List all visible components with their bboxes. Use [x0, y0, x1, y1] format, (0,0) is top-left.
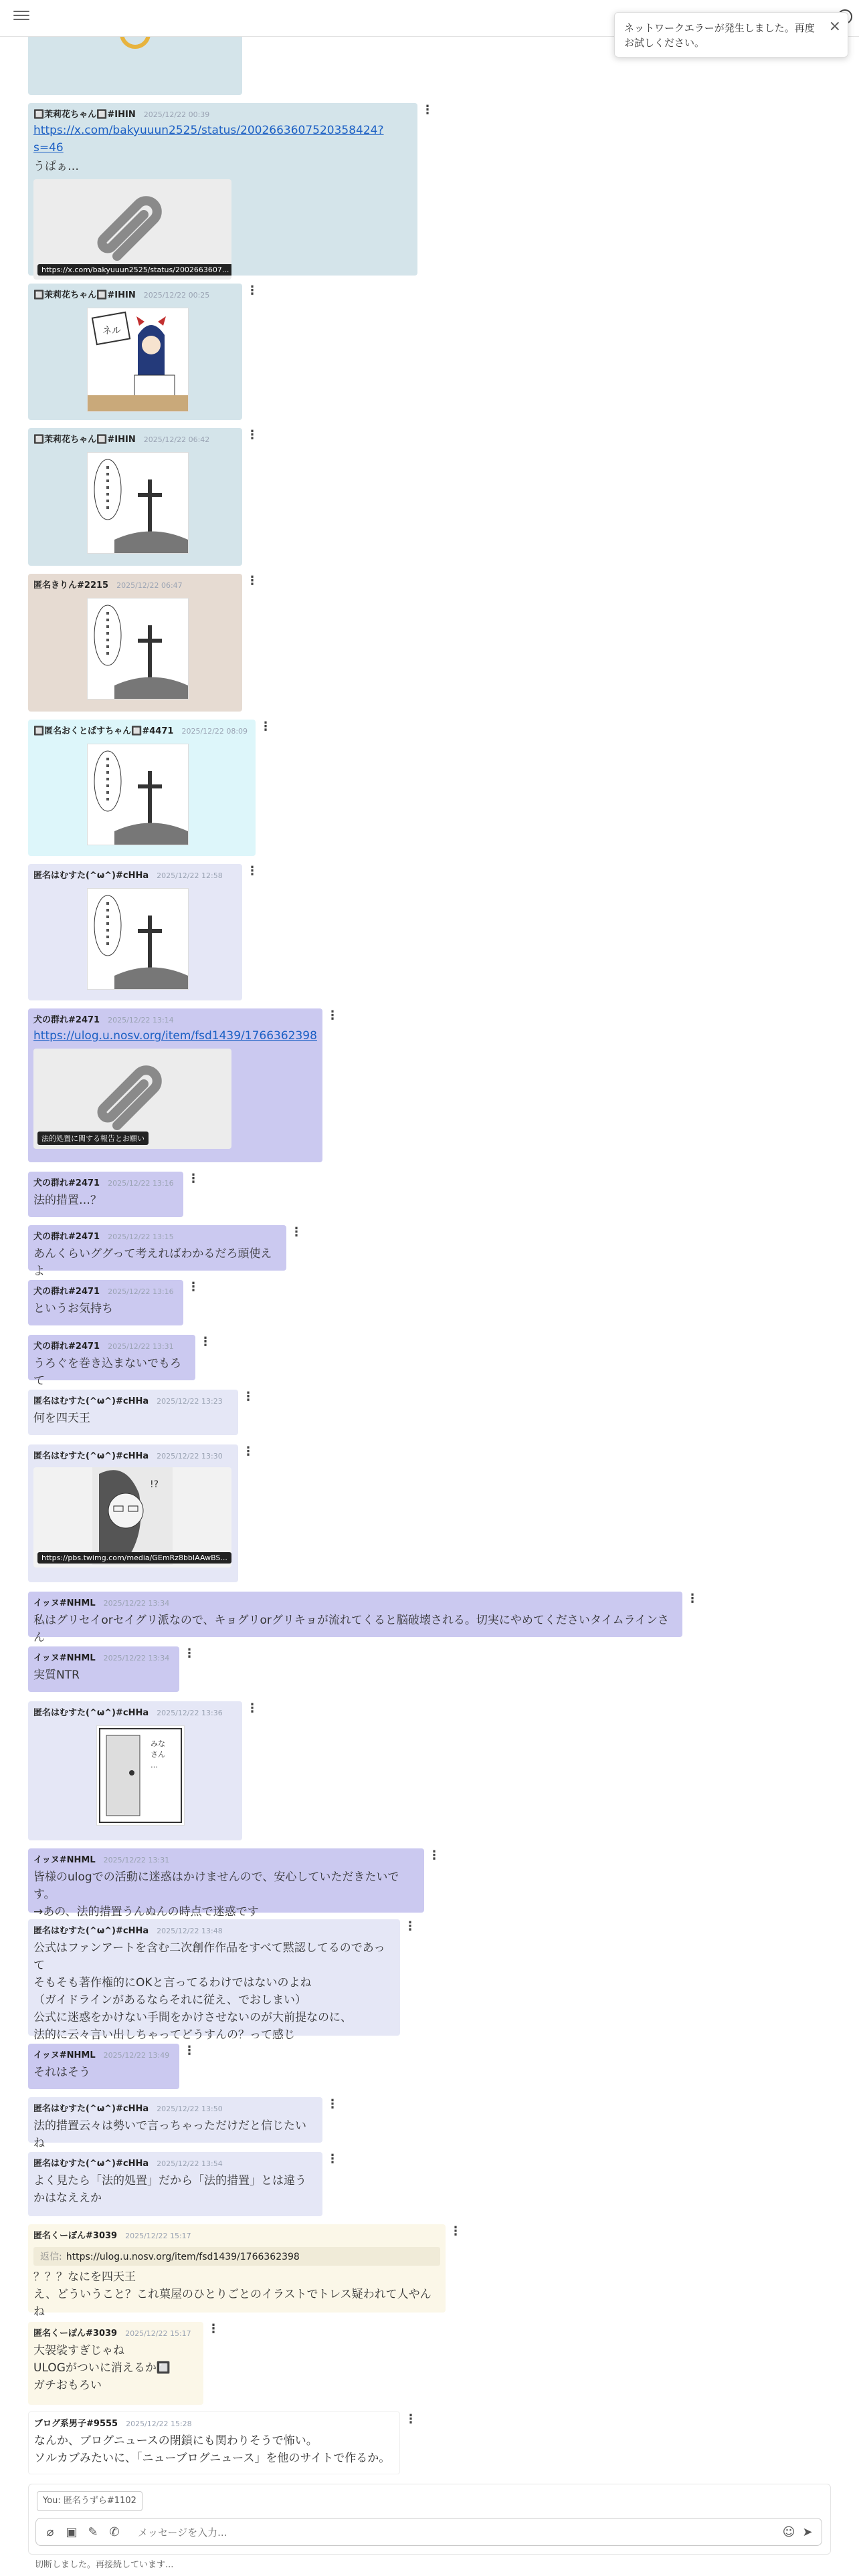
message-user: イッヌ#NHML: [33, 2050, 96, 2060]
preview-caption: https://x.com/bakyuuun2525/status/2002663607...: [37, 264, 231, 276]
message-image[interactable]: [87, 452, 189, 554]
message-menu-icon[interactable]: ⋮: [187, 1172, 199, 1186]
message: [28, 2411, 417, 2474]
message-menu-icon[interactable]: ⋮: [686, 1592, 698, 1606]
paperclip-icon: [90, 193, 177, 266]
image-icon[interactable]: ▣: [66, 2525, 78, 2539]
message: [28, 1280, 199, 1325]
message-time: 2025/12/22 13:15: [108, 1232, 174, 1241]
message-user: 🔲匿名おくとぱすちゃん🔲#4471: [33, 726, 174, 736]
message-menu-icon[interactable]: ⋮: [246, 284, 258, 298]
message-menu-icon[interactable]: ⋮: [246, 864, 258, 878]
message-user: 匿名くーぽん#3039: [33, 2329, 118, 2339]
message-text: それはそう: [33, 2066, 90, 2079]
send-icon[interactable]: ➤: [802, 2525, 813, 2539]
message-text: うろぐを巻き込まないでもろて: [33, 1357, 181, 1388]
message-user: 犬の群れ#2471: [33, 1015, 100, 1025]
message: [28, 2152, 339, 2216]
paperclip-icon: [90, 1062, 177, 1136]
message: [28, 103, 434, 276]
message: [28, 1172, 199, 1217]
message-menu-icon[interactable]: ⋮: [207, 2322, 219, 2336]
message-menu-icon[interactable]: ⋮: [242, 1444, 254, 1459]
message-user: 犬の群れ#2471: [33, 1287, 100, 1297]
message: [28, 2097, 339, 2150]
message: [28, 1008, 339, 1162]
message-menu-icon[interactable]: ⋮: [421, 103, 434, 117]
message-time: 2025/12/22 13:34: [103, 1654, 170, 1662]
message-menu-icon[interactable]: ⋮: [405, 2412, 417, 2426]
link-preview[interactable]: [33, 1049, 231, 1149]
message-image[interactable]: [87, 888, 189, 990]
message-input-bar: [35, 2518, 822, 2546]
message: [28, 284, 258, 420]
message-user: 匿名きりん#2215: [33, 580, 109, 591]
message: [28, 1848, 440, 1919]
message-user: 🔲茉莉花ちゃん🔲#IHIN: [33, 435, 136, 445]
connection-status: 切断しました。再接続しています...: [35, 2560, 174, 2570]
message-menu-icon[interactable]: ⋮: [260, 720, 272, 734]
message-time: 2025/12/22 13:31: [103, 1856, 170, 1864]
message: [28, 720, 272, 856]
message-user: ブログ系男子#9555: [34, 2419, 118, 2429]
svg-text:さん: さん: [151, 1750, 165, 1759]
reply-label: 返信:: [40, 2252, 62, 2262]
message-time: 2025/12/22 15:17: [125, 2232, 191, 2240]
message-menu-icon[interactable]: ⋮: [183, 2044, 195, 2058]
menu-icon[interactable]: [13, 8, 29, 24]
message-time: 2025/12/22 13:48: [157, 1927, 223, 1935]
message-text: よく見たら「法的処置」だから「法的措置」とは違うかはなええか: [33, 2174, 306, 2205]
message: [28, 1444, 254, 1582]
message-user: 犬の群れ#2471: [33, 1178, 100, 1188]
message-time: 2025/12/22 13:16: [108, 1179, 174, 1188]
edit-icon[interactable]: ✎: [88, 2525, 98, 2539]
message-composer: [28, 2484, 831, 2555]
message-image[interactable]: [87, 308, 189, 412]
message-menu-icon[interactable]: ⋮: [246, 574, 258, 588]
message-menu-icon[interactable]: ⋮: [326, 2152, 339, 2166]
message-text: 大袈裟すぎじゃね ULOGがついに消えるか🔲 ガチおもろい: [33, 2344, 171, 2392]
message-time: 2025/12/22 13:31: [108, 1342, 174, 1351]
message-text: ？？？なにを四天王 え、どういうこと？これ菓屋のひとりごとのイラストでトレス疑われて人やんね: [33, 2270, 432, 2319]
message-menu-icon[interactable]: ⋮: [199, 1335, 211, 1349]
message-text: あんくらいググって考えればわかるだろ頭使えよ: [33, 1247, 272, 1278]
message: [28, 1335, 211, 1388]
message-time: 2025/12/22 15:28: [126, 2420, 192, 2428]
message-user: 匿名はむすた(^ω^)#cHHa: [33, 2104, 149, 2114]
message-menu-icon[interactable]: ⋮: [183, 1646, 195, 1660]
message: [28, 1646, 195, 1692]
message: [28, 2322, 219, 2405]
message-time: 2025/12/22 06:47: [116, 581, 183, 590]
message-menu-icon[interactable]: ⋮: [246, 1701, 258, 1715]
message-time: 2025/12/22 15:17: [125, 2329, 191, 2338]
message-user: 🔲茉莉花ちゃん🔲#IHIN: [33, 110, 136, 120]
reply-quote-text: https://ulog.u.nosv.org/item/fsd1439/1766362398: [66, 2252, 300, 2262]
message-user: 匿名はむすた(^ω^)#cHHa: [33, 2159, 149, 2169]
message-menu-icon[interactable]: ⋮: [326, 1008, 339, 1023]
message-time: 2025/12/22 00:39: [143, 110, 210, 119]
link-preview[interactable]: [33, 179, 231, 280]
message: [28, 574, 258, 712]
preview-caption: 法的処置に関する報告とお願い: [37, 1132, 149, 1145]
message-user: 犬の群れ#2471: [33, 1232, 100, 1242]
emoji-icon[interactable]: ☺: [782, 2525, 795, 2539]
message-time: 2025/12/22 13:14: [108, 1016, 174, 1025]
message-menu-icon[interactable]: ⋮: [404, 1919, 416, 1933]
message-text: 実質NTR: [33, 1669, 80, 1682]
message-user: 匿名はむすた(^ω^)#cHHa: [33, 871, 149, 881]
message-text: なんか、ブログニュースの閉鎖にも関わりそうで怖い。 ソルカブみたいに、「ニューブログニュース」を他のサイトで作るか。: [34, 2434, 391, 2465]
preview-caption: https://pbs.twimg.com/media/GEmRz8bbIAAwBS...: [37, 1552, 231, 1564]
message-time: 2025/12/22 08:09: [181, 727, 248, 736]
message: [28, 1701, 258, 1840]
message-user: 犬の群れ#2471: [33, 1341, 100, 1352]
message-menu-icon[interactable]: ⋮: [246, 428, 258, 442]
message: [28, 428, 258, 566]
call-icon[interactable]: ✆: [109, 2525, 120, 2539]
message-menu-icon[interactable]: ⋮: [450, 2224, 462, 2238]
message-text: 公式はファンアートを含む二次創作作品をすべて黙認してるのであって そもそも著作権的にOKと言ってるわけではないのよね （ガイドラインがあるならそれに従え、でおしまい） 公式に迷惑をかけない手間をかけさせないのが大前提なのに、 法的に云々言い出しちゃってどうすんの？って感じ: [33, 1941, 385, 2042]
svg-text:!?: !?: [150, 1479, 159, 1490]
message-time: 2025/12/22 13:36: [157, 1709, 223, 1717]
message-menu-icon[interactable]: ⋮: [326, 2097, 339, 2111]
message-user: イッヌ#NHML: [33, 1855, 96, 1865]
message-image[interactable]: [96, 1725, 185, 1826]
message-image[interactable]: [87, 598, 189, 700]
message-user: 匿名はむすた(^ω^)#cHHa: [33, 1396, 149, 1406]
message: [28, 1919, 416, 2042]
message-user: 匿名はむすた(^ω^)#cHHa: [33, 1926, 149, 1936]
message-user: イッヌ#NHML: [33, 1653, 96, 1663]
svg-text:みな: みな: [151, 1739, 165, 1748]
attach-icon[interactable]: ⌀: [46, 2525, 54, 2539]
current-user-label: You: 匿名うずら#1102: [37, 2491, 142, 2511]
message-time: 2025/12/22 12:58: [157, 871, 223, 880]
image-preview[interactable]: [33, 1467, 231, 1568]
error-toast: [614, 12, 848, 58]
message-menu-icon[interactable]: ⋮: [187, 1280, 199, 1294]
message-time: 2025/12/22 00:25: [143, 291, 210, 300]
message-time: 2025/12/22 13:16: [108, 1287, 174, 1296]
svg-text:ネル: ネル: [102, 326, 121, 336]
message-menu-icon[interactable]: ⋮: [428, 1848, 440, 1862]
message-text: 私はグリセイorセイグリ派なので、キョグリorグリキョが流れてくると脳破壊される。切実にやめてくださいタイムラインさん: [33, 1614, 670, 1644]
svg-text:…: …: [151, 1761, 158, 1769]
message-time: 2025/12/22 13:34: [103, 1599, 170, 1608]
message-text: うぱぁ…: [33, 160, 79, 173]
message-input[interactable]: [136, 2523, 741, 2543]
message: [28, 1225, 302, 1278]
message: [28, 1592, 698, 1644]
message-text: 何を四天王: [33, 1412, 90, 1425]
message: [28, 2044, 195, 2089]
message-time: 2025/12/22 06:42: [143, 435, 210, 444]
message-menu-icon[interactable]: ⋮: [290, 1225, 302, 1239]
message-text: 皆様のulogでの活動に迷惑はかけませんので、安心していただきたいです。 →あの、法的措置うんぬんの時点で迷惑です: [33, 1870, 399, 1919]
message-time: 2025/12/22 13:54: [157, 2159, 223, 2168]
message: [28, 2224, 462, 2319]
message: [28, 864, 258, 1000]
message-user: 🔲茉莉花ちゃん🔲#IHIN: [33, 290, 136, 300]
toast-message: ネットワークエラーが発生しました。再度お試しください。: [624, 22, 815, 49]
message-user: 匿名くーぽん#3039: [33, 2231, 118, 2241]
reply-quote[interactable]: [33, 2247, 440, 2266]
message: [28, 1390, 254, 1435]
message-text: というお気持ち: [33, 1302, 113, 1315]
message-user: イッヌ#NHML: [33, 1598, 96, 1608]
message-link[interactable]: https://ulog.u.nosv.org/item/fsd1439/1766362398: [33, 1029, 317, 1043]
message-text: 法的措置…？: [33, 1194, 102, 1207]
message-image[interactable]: [87, 744, 189, 845]
toast-close-icon[interactable]: ×: [828, 18, 841, 35]
message-link[interactable]: https://x.com/bakyuuun2525/status/2002663607520358424?s=46: [33, 124, 384, 154]
message-time: 2025/12/22 13:49: [103, 2051, 170, 2060]
message-user: 匿名はむすた(^ω^)#cHHa: [33, 1708, 149, 1718]
message-menu-icon[interactable]: ⋮: [242, 1390, 254, 1404]
message-time: 2025/12/22 13:30: [157, 1452, 223, 1461]
message-time: 2025/12/22 13:23: [157, 1397, 223, 1406]
message-text: 法的措置云々は勢いで言っちゃっただけだと信じたいね: [33, 2119, 306, 2150]
message-time: 2025/12/22 13:50: [157, 2105, 223, 2113]
message-user: 匿名はむすた(^ω^)#cHHa: [33, 1451, 149, 1461]
